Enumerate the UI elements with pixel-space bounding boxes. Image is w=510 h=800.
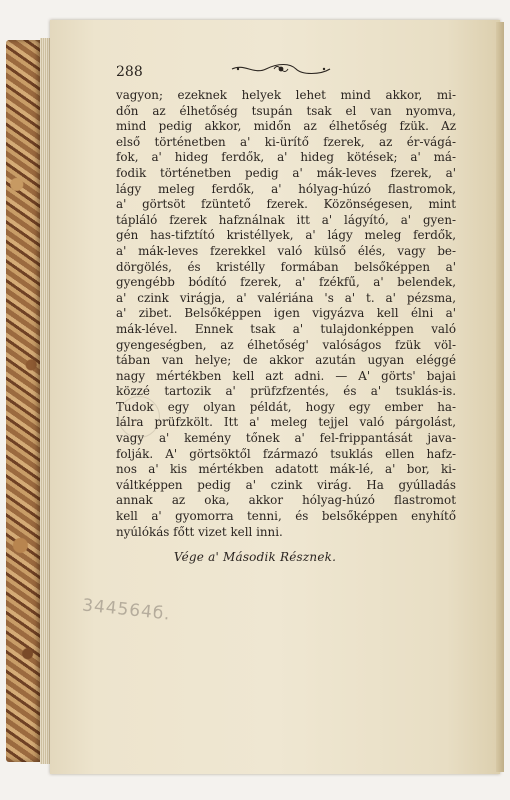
- book-spine-marbled-cover: [6, 40, 42, 762]
- text-line: a' czink virágja, a' valériána 's a' t. a' pézsma,: [116, 290, 456, 305]
- text-line: fodik történetben pedig a' mák-leves fzerek, a': [116, 165, 456, 180]
- text-line: a' görtsöt fzüntető fzerek. Közönségesen, mint: [116, 197, 456, 212]
- text-line: nagy mértékben kell azt adni. — A' görts' bajai: [116, 368, 456, 383]
- pencil-inventory-number: 344564б.: [81, 595, 172, 625]
- text-line: folják. A' görtsöktől fzármazó tsuklás ellen hafz-: [116, 446, 456, 461]
- text-line: gyengébb bódító fzerek, a' fzékfű, a' belendek,: [116, 275, 456, 290]
- text-line: mák-lével. Ennek tsak a' tulajdonképpen való: [116, 321, 456, 336]
- text-line: mind pedig akkor, midőn az élhetőség fzük. Az: [116, 119, 456, 134]
- text-line: nos a' kis mértékben adatott mák-lé, a' bor, ki-: [116, 462, 456, 477]
- text-line: tápláló fzerek hafználnak itt a' lágyító, a' gyen-: [116, 212, 456, 227]
- text-line: kell a' gyomorra tenni, és belsőképpen enyhítő: [116, 509, 456, 524]
- text-line: első történetben a' ki-ürítő fzerek, az ér-vágá-: [116, 134, 456, 149]
- text-line: lálra prüfzkölt. Itt a' meleg tejjel való párgolást,: [116, 415, 456, 430]
- text-line: a' mák-leves fzerekkel való külső élés, vagy be-: [116, 243, 456, 258]
- text-line: dörgölés, és kristélly formában belsőképpen a': [116, 259, 456, 274]
- text-line: gyengeségben, az élhetőség' valóságos fzük völ-: [116, 337, 456, 352]
- body-text: [116, 88, 456, 540]
- page-right-edge: [496, 22, 504, 772]
- text-line: dőn az élhetőség tsupán tsak el van nyomva,: [116, 103, 456, 118]
- text-line: a' zibet. Belsőképpen igen vigyázva kell élni a': [116, 306, 456, 321]
- vine-ornament-icon: [230, 62, 332, 76]
- text-line: közzé tartozik a' prüfzfzentés, és a' tsuklás-is.: [116, 384, 456, 399]
- text-line: nyúlókás főtt vizet kell inni.: [116, 524, 283, 539]
- text-line: tában van helye; de akkor azután ugyan eléggé: [116, 353, 456, 368]
- text-line: fok, a' hideg ferdők, a' hideg kötések; a' má-: [116, 150, 456, 165]
- text-line: vagyon; ezeknek helyek lehet mind akkor, mi-: [116, 88, 456, 102]
- text-line: lágy meleg ferdők, a' hólyag-húzó flastromok,: [116, 181, 456, 196]
- text-line: Tudok egy olyan példát, hogy egy ember ha-: [116, 399, 456, 414]
- text-line: váltképpen pedig a' czink virág. Ha gyúlladás: [116, 477, 456, 492]
- text-line: vagy a' kemény tőnek a' fel-frippantását java-: [116, 431, 456, 446]
- text-line: gén has-tifztító kristéllyek, a' lágy meleg ferdők,: [116, 228, 456, 243]
- text-line: annak az oka, akkor hólyag-húzó flastromot: [116, 493, 456, 508]
- page-number: 288: [116, 64, 143, 80]
- section-end-note: Vége a' Második Résznek.: [173, 550, 337, 564]
